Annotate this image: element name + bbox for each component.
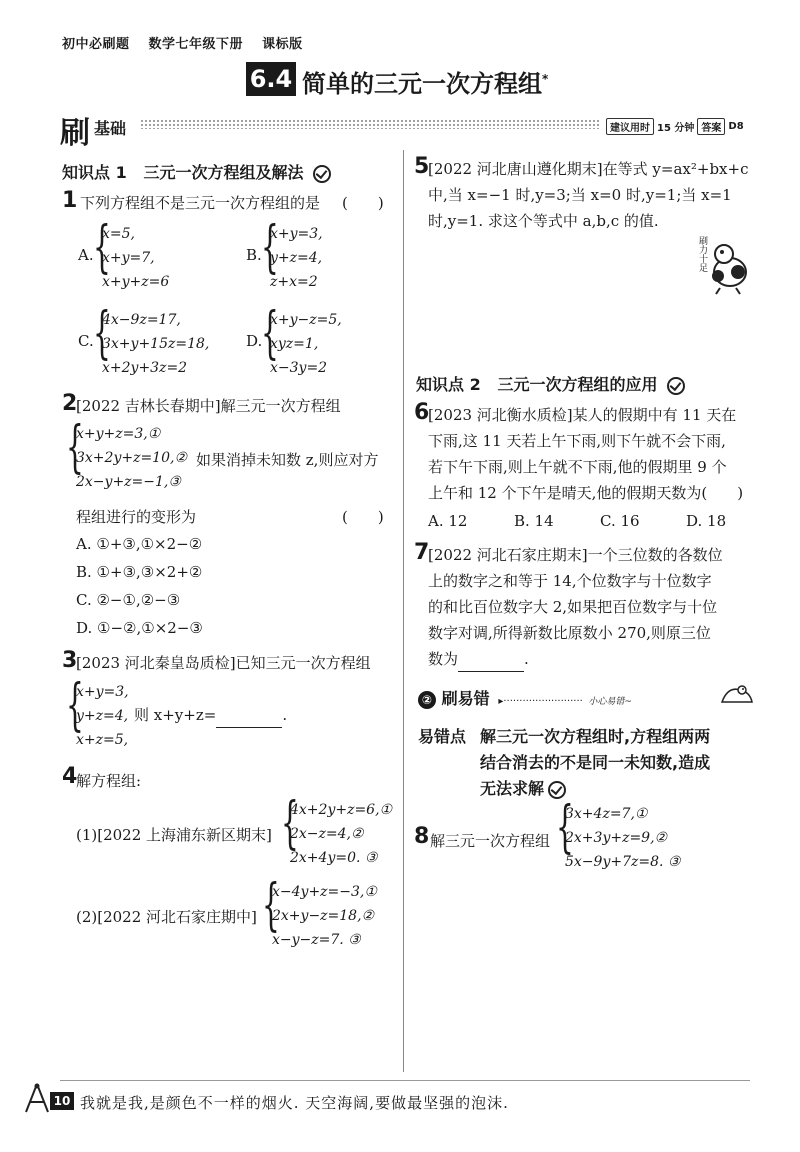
error-point-text bbox=[480, 724, 710, 802]
equation: x+z=5, bbox=[76, 732, 129, 748]
equation: y+z=4, bbox=[270, 250, 323, 266]
q2-option-c: C. ②−①,②−③ bbox=[76, 591, 181, 609]
section-number: 6.4 bbox=[246, 62, 296, 96]
section-title bbox=[302, 62, 548, 101]
q1-number: 1 bbox=[62, 188, 78, 213]
q7-number: 7 bbox=[414, 540, 430, 565]
q4-stem: 解方程组: bbox=[76, 772, 142, 790]
q3-header bbox=[76, 650, 371, 676]
kp1-title: 三元一次方程组及解法 bbox=[143, 163, 304, 182]
q1-option-a-letter: A. bbox=[78, 246, 94, 264]
equation: 4x+2y+z=6,① bbox=[290, 802, 393, 818]
equation: x+y+z=6 bbox=[102, 274, 170, 290]
q6-line: [2023 河北衡水质检]某人的假期中有 11 天在 bbox=[428, 406, 737, 424]
basics-label: 基础 bbox=[94, 119, 127, 138]
shua-label: 刷 bbox=[60, 116, 90, 151]
q2-brace: { bbox=[66, 415, 84, 480]
dotted-divider bbox=[140, 119, 600, 129]
equation: 2x−y+z=−1,③ bbox=[76, 474, 181, 490]
equation: x+y=7, bbox=[102, 250, 155, 266]
q3-system bbox=[76, 680, 129, 752]
q1-brace-c: { bbox=[93, 301, 111, 366]
series-name: 初中必刷题 bbox=[62, 37, 130, 52]
q3-number: 3 bbox=[62, 648, 78, 673]
q2-options bbox=[76, 530, 203, 642]
q2-answer-paren: ( ) bbox=[342, 508, 384, 526]
check-icon bbox=[667, 377, 685, 395]
equation: y+z=4, bbox=[76, 708, 129, 724]
q6-option-b: B. 14 bbox=[514, 512, 554, 530]
knowledge-point-2 bbox=[416, 372, 685, 395]
error-section-header: ② 刷易错 ▸························· 小心易错~ bbox=[418, 686, 632, 709]
equation: 3x+y+15z=18, bbox=[102, 336, 210, 352]
q1-option-c-system bbox=[102, 308, 209, 380]
time-label: 建议用时 bbox=[606, 118, 654, 135]
answer-page: D8 bbox=[728, 121, 744, 132]
q2-option-b: B. ①+③,③×2+② bbox=[76, 563, 203, 581]
equation: 2x−z=4,② bbox=[290, 826, 364, 842]
q6-line: 上午和 12 个下午是晴天,他的假期天数为( ) bbox=[428, 484, 744, 502]
footer-quote: 我就是我,是颜色不一样的烟火. 天空海阔,要做最坚强的泡沫. bbox=[80, 1094, 509, 1112]
q2-stem-end: 程组进行的变形为 bbox=[76, 508, 197, 526]
error-point-line: 解三元一次方程组时,方程组两两 bbox=[480, 727, 711, 746]
q1-option-d-system bbox=[270, 308, 342, 380]
q3-then: 则 x+y+z= bbox=[134, 706, 217, 724]
q5-number: 5 bbox=[414, 154, 430, 179]
compass-decoration bbox=[22, 1082, 52, 1118]
equation: x−3y=2 bbox=[270, 360, 328, 376]
q7-line: 的和比百位数字大 2,如果把百位数字与十位 bbox=[428, 598, 718, 616]
q3-end: . bbox=[282, 706, 288, 724]
q7-line: 上的数字之和等于 14,个位数字与十位数字 bbox=[428, 572, 712, 590]
q8-brace: { bbox=[556, 795, 574, 860]
q1-brace-d: { bbox=[261, 301, 279, 366]
mascot-caption: 刷力十足 bbox=[697, 236, 707, 272]
q7-last-line bbox=[428, 646, 723, 672]
kp2-label: 知识点 2 bbox=[416, 375, 481, 394]
q6-line: 下雨,这 11 天若上午下雨,则下午就不会下雨, bbox=[428, 432, 726, 450]
q7-last: 数为 bbox=[428, 650, 459, 668]
q3-answer-blank[interactable] bbox=[216, 711, 282, 728]
q3-question bbox=[134, 702, 287, 728]
q4-part2-brace: { bbox=[262, 873, 280, 938]
q1-option-b-system bbox=[270, 222, 323, 294]
equation: 2x+y−z=18,② bbox=[272, 908, 375, 924]
q7-line: [2022 河北石家庄期末]一个三位数的各数位 bbox=[428, 546, 723, 564]
equation: x+y+z=3,① bbox=[76, 426, 161, 442]
book-header bbox=[62, 33, 317, 52]
q2-source: [2022 吉林长春期中] bbox=[76, 397, 221, 415]
q2-system bbox=[76, 422, 187, 494]
q2-option-a: A. ①+③,①×2−② bbox=[76, 535, 203, 553]
error-note: 小心易错~ bbox=[588, 697, 632, 707]
q4-part1-system bbox=[290, 798, 392, 870]
knowledge-point-1 bbox=[62, 160, 331, 183]
equation: x−y−z=7. ③ bbox=[272, 932, 361, 948]
time-value: 15 分钟 bbox=[657, 123, 695, 134]
q5-line: 时,y=1. 求这个等式中 a,b,c 的值. bbox=[428, 212, 659, 230]
q7-end: . bbox=[524, 650, 529, 668]
q7-answer-blank[interactable] bbox=[458, 655, 524, 672]
q5-text bbox=[428, 156, 748, 234]
equation: 2x+3y+z=9,② bbox=[565, 830, 668, 846]
q8-number: 8 bbox=[414, 824, 430, 849]
q1-answer-paren: ( ) bbox=[342, 194, 384, 212]
kp1-label: 知识点 1 bbox=[62, 163, 127, 182]
q1-brace-b: { bbox=[261, 215, 279, 280]
equation: 2x+4y=0. ③ bbox=[290, 850, 378, 866]
q3-stem: 已知三元一次方程组 bbox=[235, 654, 371, 672]
q1-brace-a: { bbox=[93, 215, 111, 280]
equation: z+x=2 bbox=[270, 274, 318, 290]
equation: x−4y+z=−3,① bbox=[272, 884, 377, 900]
q2-stem: 解三元一次方程组 bbox=[220, 397, 341, 415]
q2-stem-continued: 如果消掉未知数 z,则应对方 bbox=[196, 451, 379, 469]
error-badge: ② bbox=[418, 691, 436, 709]
q3-brace: { bbox=[66, 673, 84, 738]
q7-text bbox=[428, 542, 723, 672]
equation: x+y=3, bbox=[76, 684, 129, 700]
time-info bbox=[606, 118, 744, 135]
q1-option-b-letter: B. bbox=[246, 246, 262, 264]
compass-icon bbox=[22, 1082, 52, 1114]
q1-stem: 下列方程组不是三元一次方程组的是 bbox=[80, 194, 321, 212]
q2-number: 2 bbox=[62, 391, 78, 416]
subject-name: 数学七年级下册 bbox=[148, 37, 244, 52]
equation: 4x−9z=17, bbox=[102, 312, 181, 328]
q5-line: 中,当 x=−1 时,y=3;当 x=0 时,y=1;当 x=1 bbox=[428, 186, 732, 204]
q6-option-d: D. 18 bbox=[686, 512, 727, 530]
equation: 3x+2y+z=10,② bbox=[76, 450, 188, 466]
equation: x+2y+3z=2 bbox=[102, 360, 188, 376]
error-point-line-last bbox=[480, 776, 710, 802]
q2-option-d: D. ①−②,①×2−③ bbox=[76, 619, 203, 637]
title-star: * bbox=[542, 72, 549, 86]
q4-part2-system bbox=[272, 880, 377, 952]
q1-option-c-letter: C. bbox=[78, 332, 94, 350]
error-point-line: 结合消去的不是同一未知数,造成 bbox=[480, 753, 711, 772]
q6-option-a: A. 12 bbox=[428, 512, 468, 530]
column-divider bbox=[403, 150, 404, 1072]
error-point-line: 无法求解 bbox=[480, 779, 545, 798]
q4-part1-label: (1)[2022 上海浦东新区期末] bbox=[76, 826, 272, 844]
error-section-title: 刷易错 bbox=[441, 689, 490, 708]
q6-line: 若下午下雨,则上午就不下雨,他的假期里 9 个 bbox=[428, 458, 727, 476]
q3-source: [2023 河北秦皇岛质检] bbox=[76, 654, 236, 672]
q1-option-a-system bbox=[102, 222, 169, 294]
q6-option-c: C. 16 bbox=[600, 512, 640, 530]
mascot-small-illustration bbox=[720, 682, 754, 708]
q6-text bbox=[428, 402, 743, 506]
footer-divider bbox=[60, 1080, 750, 1081]
equation: x+y−z=5, bbox=[270, 312, 342, 328]
equation: 5x−9y+7z=8. ③ bbox=[565, 854, 681, 870]
error-point-label: 易错点 bbox=[418, 727, 467, 746]
answer-label: 答案 bbox=[697, 118, 725, 135]
q8-system bbox=[565, 802, 680, 874]
turtle-icon bbox=[720, 682, 754, 704]
section-title-text: 简单的三元一次方程组 bbox=[302, 70, 542, 98]
q1-option-d-letter: D. bbox=[246, 332, 263, 350]
equation: 3x+4z=7,① bbox=[565, 806, 648, 822]
kp2-title: 三元一次方程组的应用 bbox=[497, 375, 658, 394]
check-icon bbox=[313, 165, 331, 183]
q7-line: 数字对调,所得新数比原数小 270,则原三位 bbox=[428, 624, 711, 642]
equation: xyz=1, bbox=[270, 336, 319, 352]
q4-part1-brace: { bbox=[281, 791, 299, 856]
page-number: 10 bbox=[50, 1092, 74, 1110]
q6-number: 6 bbox=[414, 400, 430, 425]
q4-part2-label: (2)[2022 河北石家庄期中] bbox=[76, 908, 257, 926]
edition-name: 课标版 bbox=[262, 37, 303, 52]
equation: x+y=3, bbox=[270, 226, 323, 242]
q2-header bbox=[76, 393, 341, 419]
q5-line: [2022 河北唐山遵化期末]在等式 y=ax²+bx+c bbox=[428, 160, 749, 178]
q4-number: 4 bbox=[62, 764, 78, 789]
q8-stem: 解三元一次方程组 bbox=[430, 832, 551, 850]
equation: x=5, bbox=[102, 226, 135, 242]
